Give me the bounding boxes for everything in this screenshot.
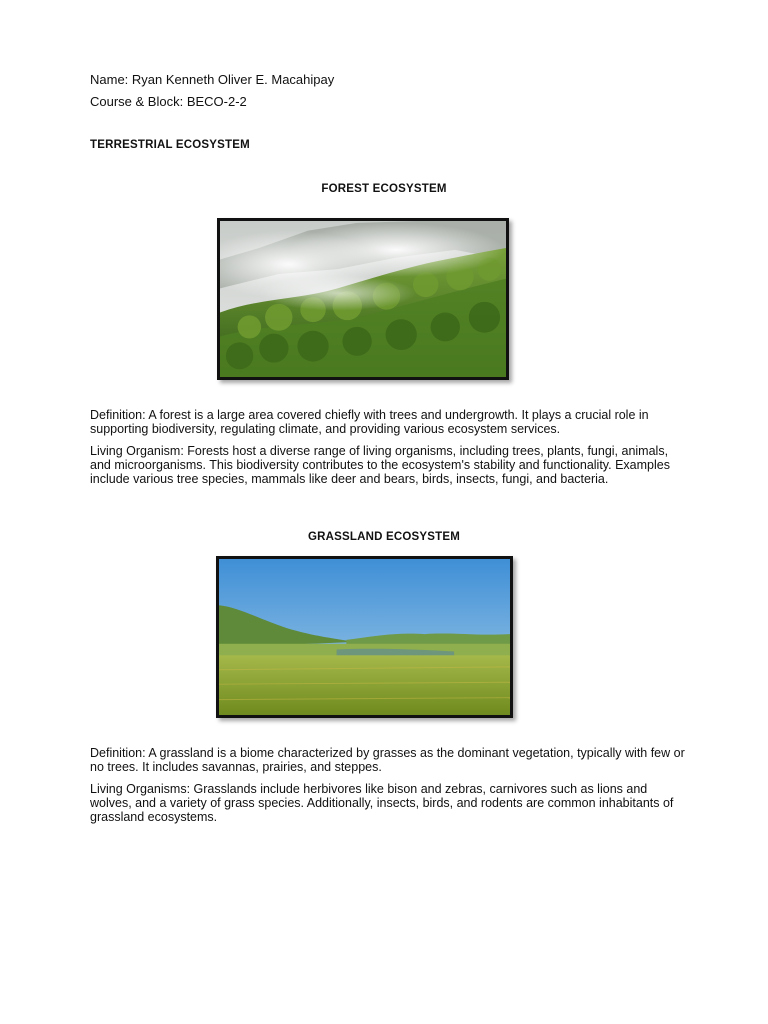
- grassland-definition: Definition: A grassland is a biome characterized by grasses as the dominant vegetation, typically with few or no trees. It includes savannas, prairies, and steppes.: [90, 746, 685, 774]
- grassland-organisms: Living Organisms: Grasslands include herbivores like bison and zebras, carnivores such as lions and wolves, and a variety of grass species. Additionally, insects, birds, and rodents are common inhabitants of grassland ecosystems.: [90, 782, 674, 824]
- forest-organisms: Living Organism: Forests host a diverse range of living organisms, including trees, plants, fungi, animals, and microorganisms. This biodiversity contributes to the ecosystem's stability and functionality. Examples include various tree species, mammals like deer and bears, birds, insects, fungi, and bacteria.: [90, 444, 670, 486]
- grassland-image: [216, 556, 513, 718]
- forest-image: [217, 218, 509, 380]
- student-name: Name: Ryan Kenneth Oliver E. Macahipay: [90, 72, 335, 87]
- course-block: Course & Block: BECO-2-2: [90, 94, 247, 109]
- forest-definition: Definition: A forest is a large area covered chiefly with trees and undergrowth. It plays a crucial role in supporting biodiversity, regulating climate, and providing various ecosystem services.: [90, 408, 649, 436]
- forest-title: FOREST ECOSYSTEM: [321, 183, 447, 195]
- grassland-title: GRASSLAND ECOSYSTEM: [307, 531, 461, 543]
- main-title: TERRESTRIAL ECOSYSTEM: [90, 139, 250, 151]
